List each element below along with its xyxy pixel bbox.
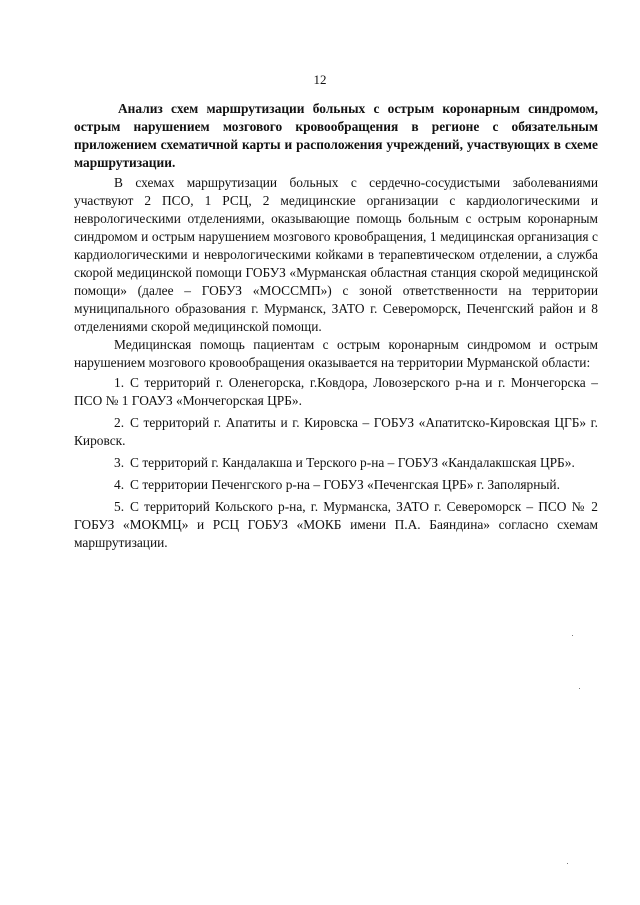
list-item [74,414,598,450]
list-item-number: 2. [114,415,125,430]
list-item-text: С территорий г. Апатиты и г. Кировска – ГОБУЗ «Апатитско-Кировская ЦГБ» г. Кировск. [74,415,598,448]
scan-speck [567,863,568,864]
list-item-text: С территорий г. Оленегорска, г.Ковдора, Ловозерского р-на и г. Мончегорска – ПСО № 1 ГОАУЗ «Мончегорская ЦРБ». [74,375,598,408]
list-item-text: С территорий Кольского р-на, г. Мурманска, ЗАТО г. Североморск – ПСО № 2 ГОБУЗ «МОКМЦ» и РСЦ ГОБУЗ «МОКБ имени П.А. Баяндина» согласно схемам маршрутизации. [74,499,598,550]
list-item [74,498,598,552]
paragraph-care-territory-intro: Медицинская помощь пациентам с острым коронарным синдромом и острым нарушением мозгового кровообращения оказывается на территории Мурманской области: [74,337,598,370]
list-item-number: 5. [114,499,125,514]
paragraph-routing-participants: В схемах маршрутизации больных с сердечно-сосудистыми заболеваниями участвуют 2 ПСО, 1 РСЦ, 2 медицинские организации с кардиологическими и неврологическими отделениями, оказывающие помощь больным с острым коронарным синдромом и острым нарушением мозгового кровобращения, 1 медицинская организация с кардиологическими и неврологическими койками в терапевтическом отделении, а служба скорой медицинской помощи ГОБУЗ «Мурманская областная станция скорой медицинской помощи» (далее – ГОБУЗ «МОССМП») с зоной ответственности на территории муниципального образования г. Мурманск, ЗАТО г. Североморск, Печенгский район и 8 отделениями скорой медицинской помощи. [74,175,598,334]
list-item-text: С территорий г. Кандалакша и Терского р-на – ГОБУЗ «Кандалакшская ЦРБ». [130,455,575,470]
list-item [74,374,598,410]
page-number: 12 [313,72,327,87]
list-item-text: С территории Печенгского р-на – ГОБУЗ «Печенгская ЦРБ» г. Заполярный. [130,477,560,492]
list-item [74,476,598,494]
document-body [74,100,598,556]
list-item-number: 3. [114,455,125,470]
section-heading: Анализ схем маршрутизации больных с острым коронарным синдромом, острым нарушением мозгового кровообращения в регионе с обязательным приложением схематичной карты и расположения учреждений, участвующих в схеме маршрутизации. [74,101,598,170]
scan-speck [572,635,573,636]
list-item-number: 1. [114,375,125,390]
scan-speck [579,688,580,689]
list-item [74,454,598,472]
list-item-number: 4. [114,477,125,492]
